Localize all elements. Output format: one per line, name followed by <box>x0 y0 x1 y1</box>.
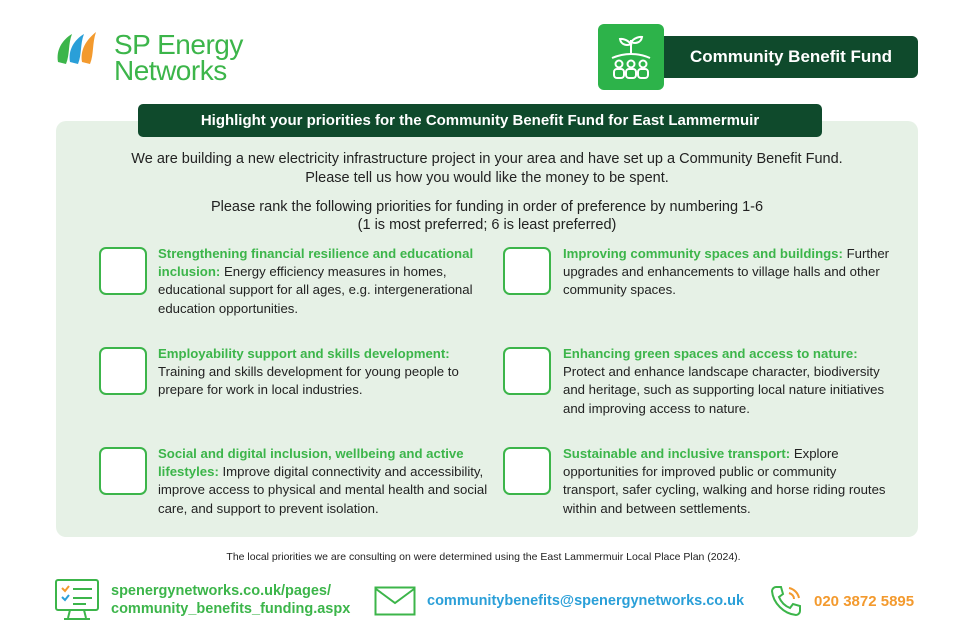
rank-box-6[interactable] <box>503 447 551 495</box>
badge-label: Community Benefit Fund <box>664 36 918 78</box>
priority-title: Strengthening financial resilience and educational inclusion: <box>158 246 474 280</box>
rank-box-2[interactable] <box>503 247 551 295</box>
website-icon <box>54 578 100 622</box>
phone-icon <box>768 583 804 619</box>
priority-item-5 <box>158 445 493 518</box>
rank-box-3[interactable] <box>99 347 147 395</box>
website-line2[interactable]: community_benefits_funding.aspx <box>111 601 351 617</box>
ranking-instructions <box>56 198 918 234</box>
priority-body: Energy efficiency measures in homes, educational support for all ages, e.g. intergenerational education opportunities. <box>158 264 473 316</box>
priority-title: Improving community spaces and buildings: <box>563 246 843 261</box>
priority-body: Explore opportunities for improved public or community transport, safer cycling, walking and horse riding routes within and between settlements. <box>563 446 886 516</box>
website-link[interactable] <box>111 582 350 618</box>
intro-line1: We are building a new electricity infrastructure project in your area and have set up a Community Benefit Fund. <box>131 151 843 167</box>
email-link[interactable]: communitybenefits@spenergynetworks.co.uk <box>427 593 745 609</box>
rank-box-5[interactable] <box>99 447 147 495</box>
phone-number[interactable]: 020 3872 5895 <box>814 593 915 610</box>
community-sprout-icon <box>598 24 664 90</box>
instructions-line2: (1 is most preferred; 6 is least preferred) <box>357 217 617 233</box>
rank-box-1[interactable] <box>99 247 147 295</box>
intro-line2: Please tell us how you would like the money to be spent. <box>305 170 669 186</box>
priority-item-2 <box>563 245 893 300</box>
instructions-line1: Please rank the following priorities for funding in order of preference by numbering 1-6 <box>210 199 764 215</box>
priority-item-1 <box>158 245 493 318</box>
flame-leaves-icon <box>54 28 110 68</box>
brand-name-line1: SP Energy <box>114 29 243 60</box>
priority-body: Training and skills development for young people to prepare for work in local industries. <box>158 364 459 398</box>
priority-title: Employability support and skills development: <box>158 346 450 361</box>
priority-title: Enhancing green spaces and access to nature: <box>563 346 858 361</box>
priority-item-3 <box>158 345 493 400</box>
priority-body: Improve digital connectivity and accessibility, improve access to physical and mental health and social care, and support to prevent isolation. <box>158 464 488 516</box>
priority-title: Sustainable and inclusive transport: <box>563 446 791 461</box>
rank-box-4[interactable] <box>503 347 551 395</box>
footnote: The local priorities we are consulting on were determined using the East Lammermuir Local Place Plan (2024). <box>226 551 741 563</box>
website-line1[interactable]: spenergynetworks.co.uk/pages/ <box>111 583 331 599</box>
priority-body: Further upgrades and enhancements to village halls and other community spaces. <box>563 246 890 298</box>
brand-name-line2: Networks <box>114 55 227 86</box>
page-title: Highlight your priorities for the Community Benefit Fund for East Lammermuir <box>138 104 822 137</box>
priority-body: Protect and enhance landscape character, biodiversity and heritage, such as supporting local nature initiatives and improving access to nature. <box>563 364 885 416</box>
intro-text <box>56 150 918 188</box>
community-benefit-fund-badge <box>598 24 918 90</box>
priority-item-6 <box>563 445 893 518</box>
envelope-icon <box>374 586 416 616</box>
priority-title: Social and digital inclusion, wellbeing and active lifestyles: <box>158 446 464 480</box>
priority-item-4 <box>563 345 893 418</box>
sp-energy-logo <box>54 26 284 92</box>
